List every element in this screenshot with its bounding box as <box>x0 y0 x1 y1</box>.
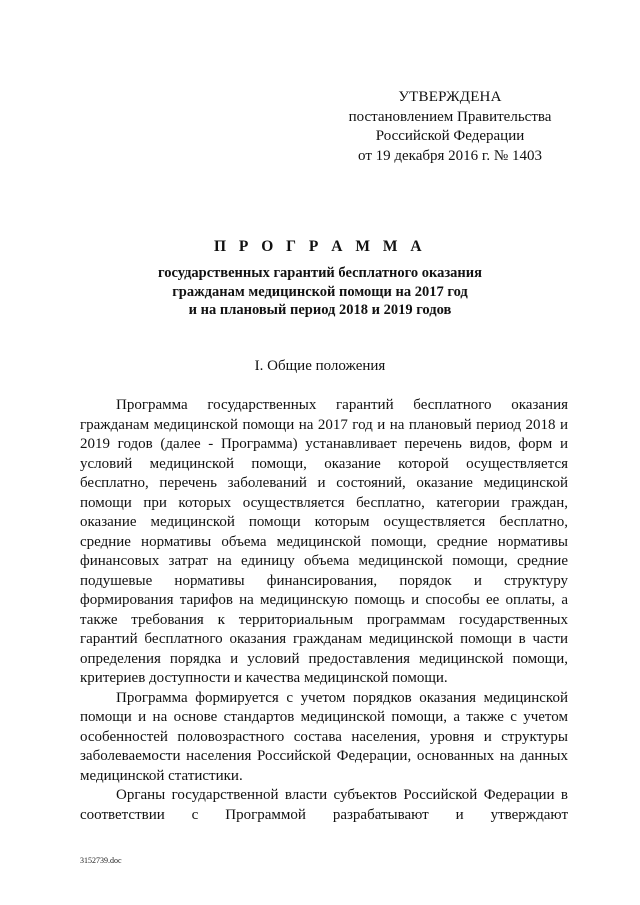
program-title: П Р О Г Р А М М А <box>213 238 427 255</box>
approval-line-3: от 19 декабря 2016 г. № 1403 <box>358 147 542 164</box>
approval-line-1: постановлением Правительства <box>348 108 552 125</box>
subtitle-line-2: гражданам медицинской помощи на 2017 год <box>172 283 468 300</box>
paragraph-3: Органы государственной власти субъектов Российской Федерации в соответствии с Программой разрабатывают и утверждают <box>80 787 568 823</box>
approval-block <box>345 88 555 166</box>
footer-filename: 3152739.doc <box>80 856 122 865</box>
subtitle-line-1: государственных гарантий бесплатного оказания <box>158 265 482 281</box>
program-subtitle <box>0 264 640 320</box>
subtitle-line-3: и на плановый период 2018 и 2019 годов <box>188 302 452 318</box>
approval-stamp: УТВЕРЖДЕНА <box>398 89 502 105</box>
section-heading: I. Общие положения <box>254 358 386 374</box>
body-text <box>80 396 568 825</box>
paragraph-2: Программа формируется с учетом порядков оказания медицинской помощи и на основе стандартов медицинской помощи, а также с учетом особенностей половозрастного состава населения, уровня и структуры заболеваемости населения Российской Федерации, основанных на данных медицинской статистики. <box>80 689 568 784</box>
approval-line-2: Российской Федерации <box>375 128 525 144</box>
paragraph-1: Программа государственных гарантий бесплатного оказания гражданам медицинской помощи на 2017 год и на плановый период 2018 и 2019 годов (далее - Программа) устанавливает перечень видов, форм и условий медицинской помощи, оказание которой осуществляется бесплатно, перечень заболеваний и состояний, оказание медицинской помощи при которых осуществляется бесплатно, категории граждан, оказание медицинской помощи которым осуществляется бесплатно, средние нормативы объема медицинской помощи, средние нормативы финансовых затрат на единицу объема медицинской помощи, средние подушевые нормативы финансирования, порядок и структуру формирования тарифов на медицинскую помощь и способы ее оплаты, а также требования к территориальным программам государственных гарантий бесплатного оказания гражданам медицинской помощи в части определения порядка и условий предоставления медицинской помощи, критериев доступности и качества медицинской помощи. <box>80 397 568 686</box>
